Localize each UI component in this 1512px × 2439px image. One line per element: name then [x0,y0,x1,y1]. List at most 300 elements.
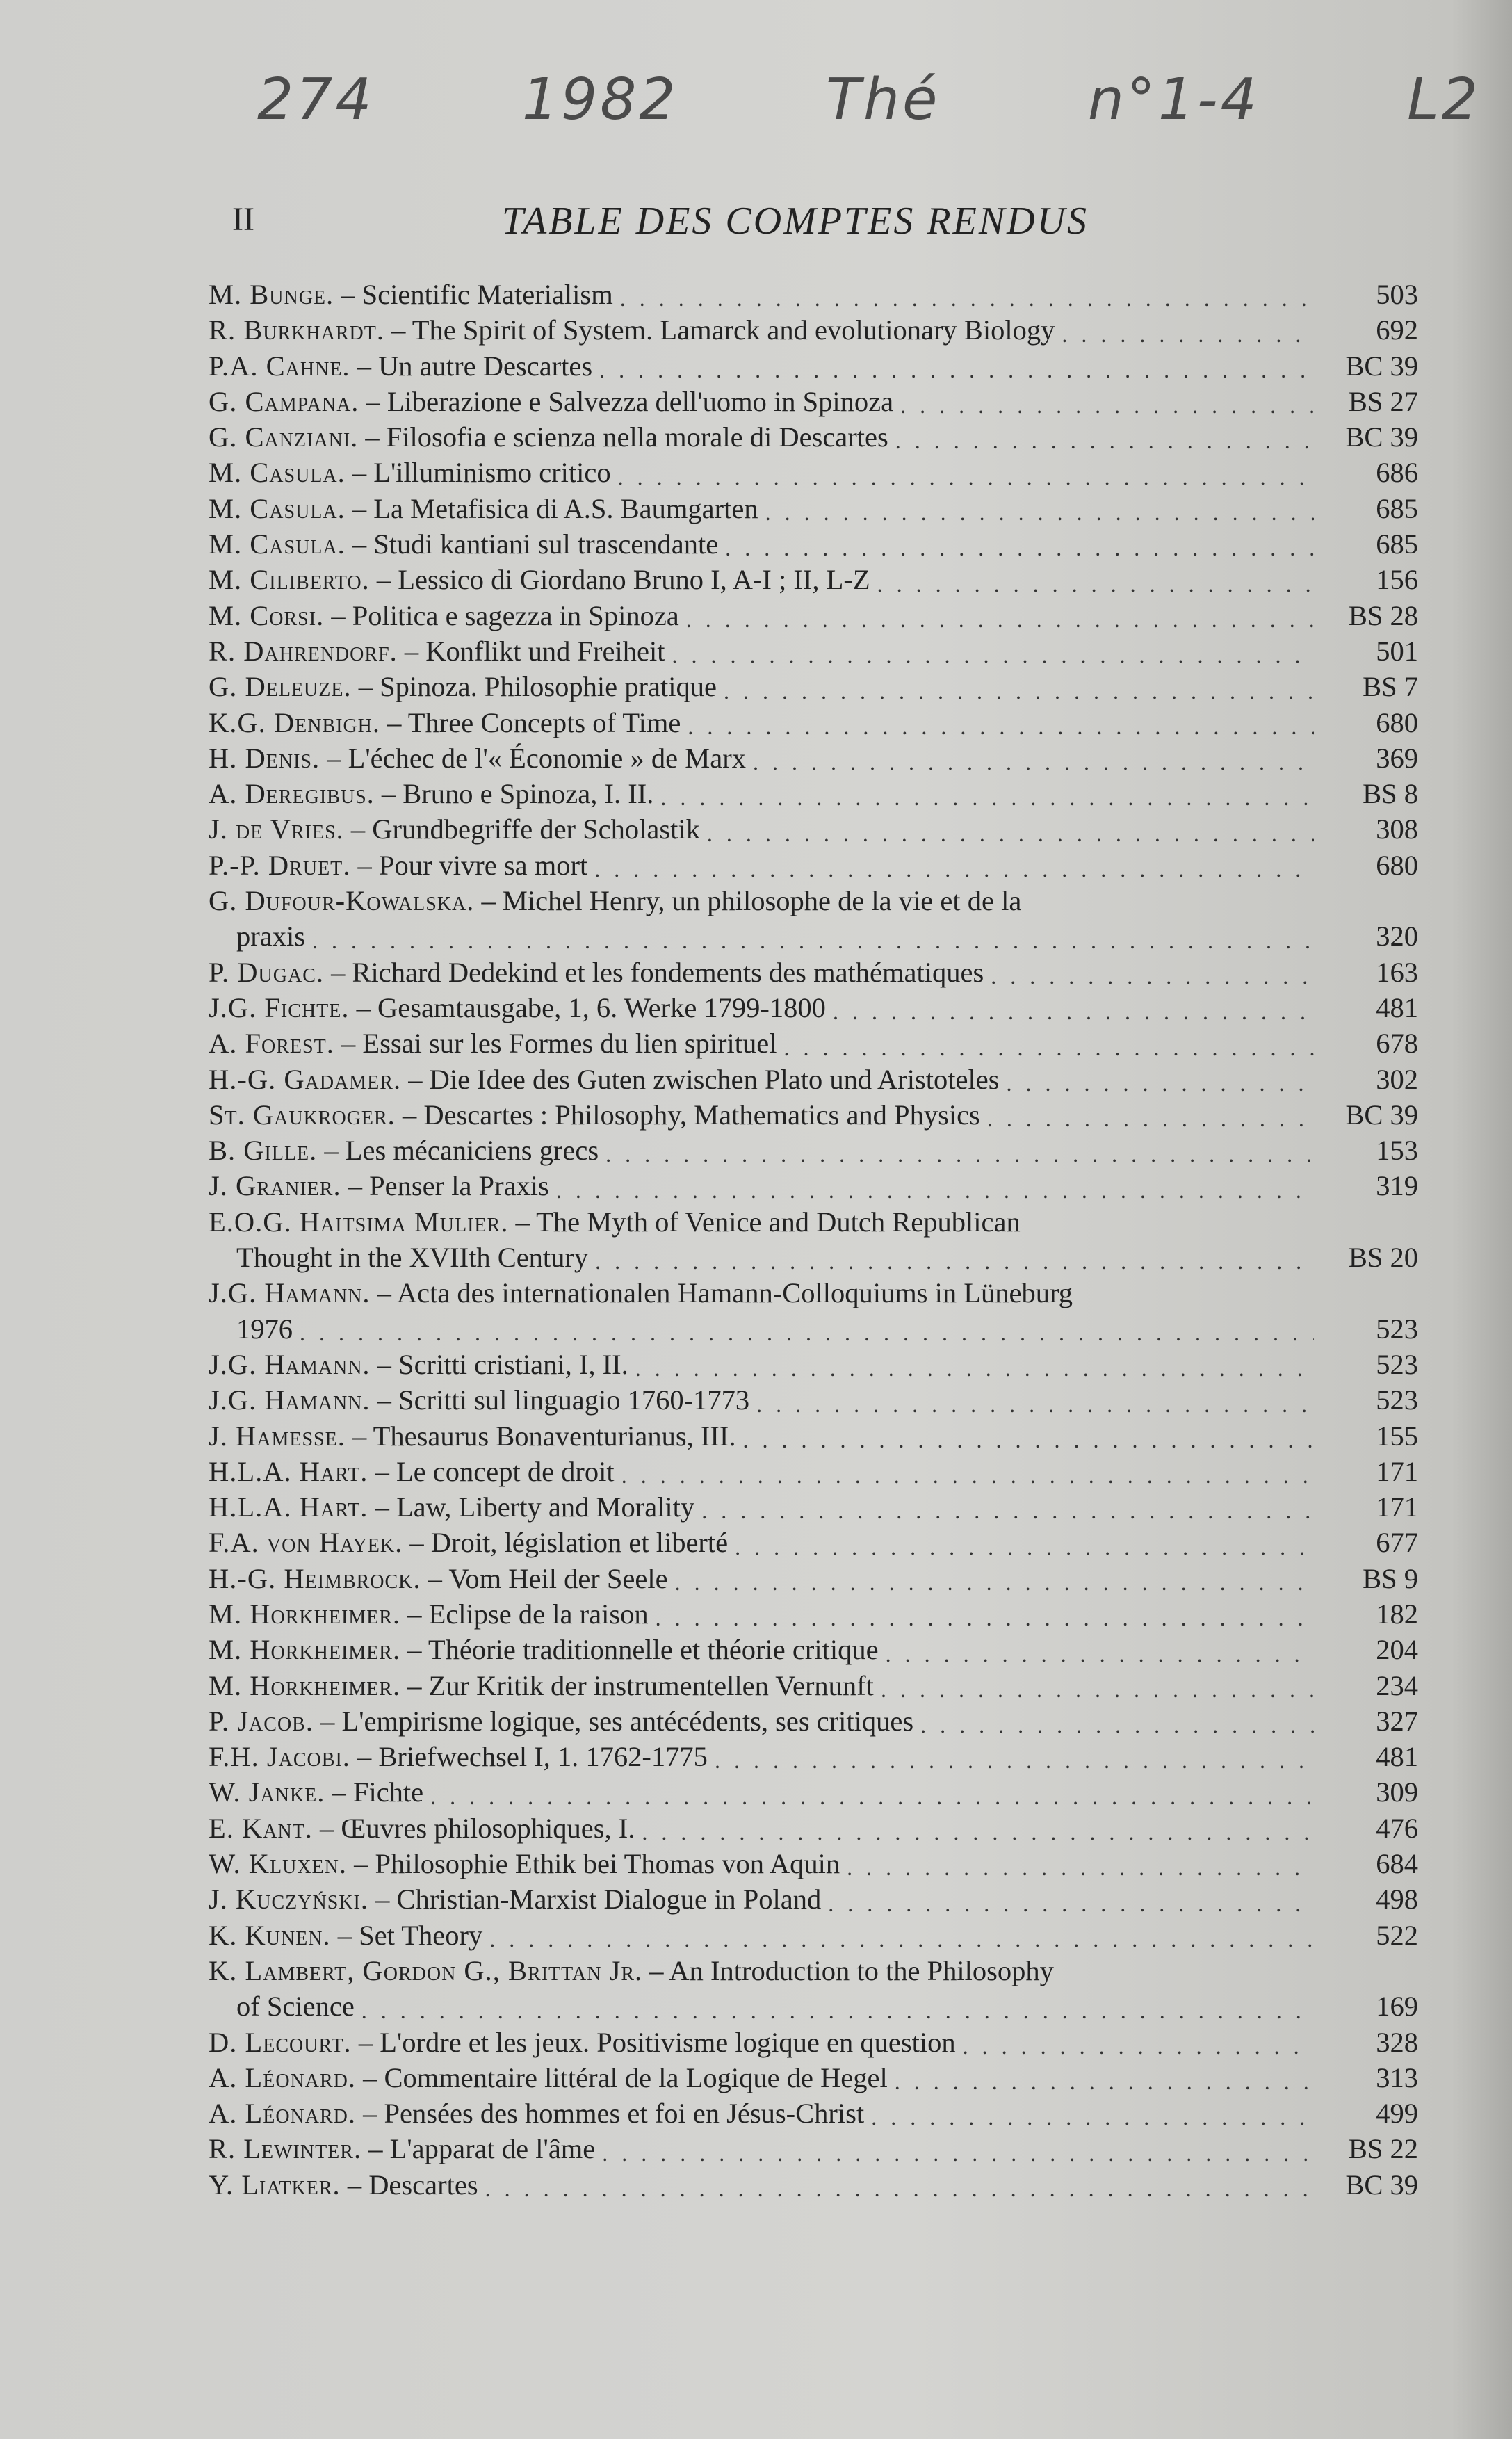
leader-dots [602,2139,1314,2167]
entry-text [209,1062,1000,1097]
index-entry [209,1918,1418,1953]
index-entry [209,1382,1418,1418]
entry-work-continued: of Science [236,1991,355,2023]
entry-page: BS 8 [1363,778,1418,810]
entry-page: 680 [1376,706,1418,738]
entry-work: Les mécaniciens grecs [345,1135,599,1167]
entry-page: 182 [1376,1598,1418,1630]
entry-page: BC 39 [1345,1099,1418,1131]
entry-page: 692 [1376,314,1418,346]
entry-work: Filosofia e scienza nella morale di Descartes [386,421,888,453]
leader-dots [828,1890,1314,1918]
entry-work: Descartes [368,2169,478,2201]
entry-author: P. Jacob. [209,1705,314,1737]
entry-dash: – [334,1028,363,1060]
entry-page: 155 [1376,1420,1418,1452]
leader-dots [765,499,1314,526]
entry-dash: – [358,421,387,453]
entry-page: 499 [1376,2098,1418,2130]
index-entry [209,455,1418,490]
entry-text [209,2060,888,2096]
index-entry [209,2131,1418,2166]
entry-author: Y. Liatker. [209,2169,341,2201]
entry-dash: – [347,1848,375,1880]
leader-dots [1007,1069,1314,1097]
index-entry [209,2060,1418,2096]
leader-dots [489,1925,1314,1953]
entry-page: 204 [1376,1634,1418,1666]
entry-work: Scientific Materialism [361,279,613,310]
entry-page: 498 [1376,1883,1418,1915]
index-entry [209,1133,1418,1168]
entry-work: Thesaurus Bonaventurianus, III. [373,1420,736,1452]
entry-dash: – [642,1954,669,1986]
entry-page: 685 [1376,528,1418,560]
index-entry [209,1418,1418,1454]
entry-dash: – [350,1741,379,1773]
entry-dash: – [320,742,348,774]
entry-text [209,2096,864,2131]
entry-dash: – [368,1455,396,1487]
entry-text [209,1596,649,1632]
index-entry [209,491,1418,526]
entry-text [209,312,1055,348]
entry-dash: – [345,492,374,524]
entry-page: 685 [1376,492,1418,524]
entry-page: 501 [1376,635,1418,667]
entry-work: Penser la Praxis [369,1170,549,1202]
entry-author: G. Deleuze. [209,671,352,703]
annotation-part: 274 [257,66,375,133]
index-entry [209,2096,1418,2131]
entry-work: Le concept de droit [396,1455,615,1487]
entry-dash: – [334,279,362,310]
entry-dash: – [370,1277,397,1309]
entry-author: M. Corsi. [209,599,325,631]
entry-author: A. Léonard. [209,2061,357,2093]
entry-page: 171 [1376,1455,1418,1487]
leader-dots [686,606,1314,633]
index-entry [209,811,1418,847]
entry-page: 684 [1376,1848,1418,1880]
leader-dots [595,1247,1314,1275]
entry-author: H.-G. Gadamer. [209,1063,402,1095]
entry-author: M. Horkheimer. [209,1598,401,1630]
entry-author: H.-G. Heimbrock. [209,1562,421,1594]
entry-text [209,633,665,669]
index-entry [209,1026,1418,1061]
entry-text [209,1097,980,1133]
leader-dots [784,1034,1314,1062]
entry-work: Descartes : Philosophy, Mathematics and Physics [423,1099,980,1131]
entry-page: 503 [1376,279,1418,310]
entry-work: Grundbegriffe der Scholastik [372,813,700,845]
leader-dots [556,1176,1314,1204]
entry-author: J.G. Hamann. [209,1384,371,1416]
leader-dots [871,2103,1314,2131]
index-entry [209,1525,1418,1560]
entry-text [209,384,893,419]
entry-dash: – [380,706,408,738]
index-entry [209,419,1418,455]
entry-first-line [209,1204,1418,1240]
entry-author: M. Casula. [209,492,346,524]
index-entry [209,883,1418,955]
entry-first-line [209,1275,1418,1311]
entry-work: Fichte [352,1776,424,1808]
index-entry [209,740,1418,776]
entry-author: R. Dahrendorf. [209,635,398,667]
entry-text [209,1026,777,1061]
entry-work: Bruno e Spinoza, I. II. [403,778,654,810]
leader-dots [605,1140,1314,1168]
leader-dots [833,998,1314,1026]
entry-page: 327 [1376,1705,1418,1737]
index-entry [209,277,1418,312]
entry-page: 308 [1376,813,1418,845]
entry-work: L'apparat de l'âme [389,2133,596,2165]
entry-author: J.G. Hamann. [209,1348,371,1380]
entry-page: BS 20 [1348,1242,1418,1274]
entry-text [209,1703,913,1739]
entry-author: E. Kant. [209,1812,313,1844]
entry-page: BS 9 [1363,1562,1418,1594]
index-entry [209,1489,1418,1525]
entry-text [209,1454,615,1489]
entry-page: BC 39 [1345,421,1418,453]
entry-work: Commentaire littéral de la Logique de Hegel [384,2061,888,2093]
entry-work: Konflikt und Freiheit [425,635,665,667]
entry-text [209,740,746,776]
leader-dots [895,427,1314,455]
entry-author: D. Lecourt. [209,2026,352,2058]
annotation-part: Thé [825,66,941,133]
entry-text [209,1168,549,1204]
entry-page: 320 [1376,921,1418,953]
leader-dots [312,927,1314,955]
entry-work: Gesamtausgabe, 1, 6. Werke 1799-1800 [377,991,826,1023]
entry-dash: – [400,1634,428,1666]
leader-dots [701,1497,1314,1525]
entry-author: J. de Vries. [209,813,344,845]
index-entry [209,384,1418,419]
leader-dots [743,1426,1315,1454]
entry-work: Philosophie Ethik bei Thomas von Aquin [375,1848,840,1880]
index-entry [209,633,1418,669]
entry-work-continued: Thought in the XVIIth Century [236,1242,589,1274]
leader-dots [635,1354,1314,1382]
leader-dots [991,962,1314,990]
page-folio: II [232,201,254,238]
leader-dots [642,1818,1314,1846]
entry-dash: – [368,1491,396,1523]
entry-text [209,705,681,740]
entry-continuation-line [209,1988,1418,2024]
index-entry [209,776,1418,811]
entry-author: P.-P. Druet. [209,849,351,881]
index-entry [209,1062,1418,1097]
page-header [224,196,1413,252]
entry-dash: – [351,671,380,703]
entry-author: R. Lewinter. [209,2133,362,2165]
index-entry [209,1881,1418,1917]
entry-page: 686 [1376,457,1418,489]
annotation-part: L2 [1407,66,1481,133]
entry-dash: – [350,849,379,881]
entry-dash: – [400,1669,429,1701]
entry-author: F.H. Jacobi. [209,1741,350,1773]
entry-work: Zur Kritik der instrumentellen Vernunft [428,1669,874,1701]
entry-dash: – [356,2061,384,2093]
entry-author: R. Burkhardt. [209,314,384,346]
leader-dots [987,1105,1314,1133]
entry-page: 523 [1376,1313,1418,1345]
entry-text [209,1525,728,1560]
entry-author: H.L.A. Hart. [209,1455,368,1487]
annotation-part: 1982 [521,66,678,133]
entry-dash: – [313,1705,342,1737]
entry-continuation-line [209,1311,1418,1347]
entry-work: Politica e sagezza in Spinoza [352,599,679,631]
index-entry [209,669,1418,704]
entry-dash: – [421,1562,449,1594]
entry-author: W. Kluxen. [209,1848,347,1880]
entry-dash: – [359,385,387,417]
index-entry [209,1632,1418,1667]
entry-dash: – [340,2169,369,2201]
entry-author: W. Janke. [209,1776,325,1808]
entry-work: Die Idee des Guten zwischen Plato und Aristoteles [429,1063,1000,1095]
entry-work: L'ordre et les jeux. Positivisme logique en question [380,2026,956,2058]
entry-text [209,1489,694,1525]
entry-work: Droit, législation et liberté [430,1527,729,1559]
index-entry [209,1561,1418,1596]
entry-dash: – [317,1135,346,1167]
entry-page: BC 39 [1345,350,1418,382]
entry-page: 309 [1376,1776,1418,1808]
index-entry [209,848,1418,883]
entry-author: J. Granier. [209,1170,341,1202]
entry-dash: – [361,2133,390,2165]
leader-dots [877,570,1314,598]
entry-dash: – [508,1206,537,1238]
entry-text [209,1347,628,1382]
entry-work: Un autre Descartes [378,350,593,382]
entry-dash: – [395,1099,424,1131]
entry-work: Michel Henry, un philosophe de la vie et de la [502,885,1022,917]
entry-text [209,1632,879,1667]
entry-text [209,1739,708,1774]
entry-page: BS 27 [1348,385,1418,417]
index-entry [209,1739,1418,1774]
entry-author: H. Denis. [209,742,320,774]
leader-dots [847,1854,1314,1881]
index-entry [209,1204,1418,1276]
entry-dash: – [400,1598,429,1630]
entry-author: M. Ciliberto. [209,564,370,596]
index-entry [209,348,1418,384]
entry-author: G. Dufour-Kowalska. [209,885,475,917]
leader-dots [707,820,1314,848]
entry-continuation-line [209,1240,1418,1275]
entry-dash: – [345,457,374,489]
entry-work: Pensées des hommes et foi en Jésus-Christ [384,2098,865,2130]
entry-dash: – [324,956,352,988]
entry-dash: – [356,2098,384,2130]
index-entry [209,1810,1418,1846]
leader-dots [430,1783,1314,1810]
leader-dots [675,1569,1314,1596]
entry-work: Set Theory [359,1919,483,1951]
entry-work: Richard Dedekind et les fondements des mathématiques [352,956,984,988]
review-index-list [209,277,1418,2203]
entry-dash: – [403,1527,431,1559]
entry-dash: – [351,2026,380,2058]
index-entry [209,526,1418,562]
leader-dots [963,2032,1314,2060]
leader-dots [620,284,1314,312]
entry-page: 163 [1376,956,1418,988]
entry-page: BC 39 [1345,2169,1418,2201]
entry-work: Eclipse de la raison [428,1598,649,1630]
entry-page: BS 28 [1348,599,1418,631]
entry-dash: – [324,599,352,631]
entry-text [209,2131,595,2166]
leader-dots [756,1391,1314,1418]
entry-work: Christian-Marxist Dialogue in Poland [396,1883,822,1915]
entry-page: 171 [1376,1491,1418,1523]
entry-dash: – [312,1812,341,1844]
entry-work: An Introduction to the Philosophy [669,1954,1054,1986]
index-entry [209,1703,1418,1739]
entry-page: 523 [1376,1384,1418,1416]
index-entry [209,1454,1418,1489]
entry-text [209,348,592,384]
entry-dash: – [349,991,377,1023]
entry-text [209,526,718,562]
entry-work: Acta des internationalen Hamann-Colloquiums in Lüneburg [396,1277,1073,1309]
entry-work: La Metafisica di A.S. Baumgarten [373,492,758,524]
entry-page: 677 [1376,1527,1418,1559]
entry-text [209,419,888,455]
entry-work: Studi kantiani sul trascendante [373,528,719,560]
index-entry [209,598,1418,633]
entry-author: B. Gille. [209,1135,318,1167]
entry-dash: – [345,528,374,560]
entry-author: J.G. Fichte. [209,991,350,1023]
entry-page: 476 [1376,1812,1418,1844]
entry-author: G. Canziani. [209,421,359,453]
index-entry [209,1846,1418,1881]
entry-work: L'échec de l'« Économie » de Marx [348,742,746,774]
index-entry [209,2025,1418,2060]
entry-work: The Spirit of System. Lamarck and evolutionary Biology [412,314,1055,346]
entry-work: Vom Heil der Seele [448,1562,668,1594]
entry-dash: – [369,564,398,596]
entry-author: J. Kuczyński. [209,1883,368,1915]
entry-text [209,1918,482,1953]
entry-dash: – [370,1384,399,1416]
entry-author: A. Forest. [209,1028,334,1060]
index-entry [209,705,1418,740]
entry-author: M. Casula. [209,528,346,560]
leader-dots [715,1747,1314,1774]
entry-dash: – [325,1776,353,1808]
index-entry [209,1097,1418,1133]
entry-text [209,1668,874,1703]
entry-page: 169 [1376,1991,1418,2023]
leader-dots [753,748,1314,776]
entry-author: M. Horkheimer. [209,1634,401,1666]
entry-dash: – [397,635,426,667]
entry-author: J.G. Hamann. [209,1277,371,1309]
leader-dots [725,534,1314,562]
entry-work: Scritti cristiani, I, II. [398,1348,628,1380]
entry-author: K.G. Denbigh. [209,706,381,738]
entry-page: 319 [1376,1170,1418,1202]
entry-dash: – [343,813,373,845]
entry-page: 481 [1376,991,1418,1023]
entry-text [209,776,653,811]
entry-author: M. Horkheimer. [209,1669,401,1701]
leader-dots [300,1319,1314,1347]
entry-text [209,455,611,490]
entry-work: Three Concepts of Time [407,706,681,738]
entry-dash: – [374,778,403,810]
entry-author: M. Bunge. [209,279,334,310]
entry-text [209,1561,668,1596]
entry-text [209,990,826,1026]
entry-page: BS 7 [1363,671,1418,703]
entry-page: 369 [1376,742,1418,774]
entry-text [209,491,758,526]
entry-page: 678 [1376,1028,1418,1060]
leader-dots [900,391,1314,419]
index-entry [209,990,1418,1026]
entry-work: Œuvres philosophiques, I. [341,1812,635,1844]
entry-author: G. Campana. [209,385,359,417]
entry-text [209,1810,635,1846]
entry-page: 156 [1376,564,1418,596]
leader-dots [660,784,1314,811]
entry-author: P. Dugac. [209,956,324,988]
leader-dots [881,1676,1314,1703]
entry-text [209,2025,956,2060]
entry-work: Liberazione e Salvezza dell'uomo in Spinoza [387,385,894,417]
entry-work: L'empirisme logique, ses antécédents, ses critiques [341,1705,914,1737]
leader-dots [599,356,1314,384]
entry-dash: – [384,314,412,346]
entry-text [209,669,717,704]
entry-page: 234 [1376,1669,1418,1701]
entry-continuation-line [209,918,1418,954]
entry-text [209,2167,478,2203]
entry-page: 153 [1376,1135,1418,1167]
entry-text [209,811,700,847]
entry-work: Essai sur les Formes du lien spirituel [362,1028,777,1060]
leader-dots [594,855,1314,883]
index-entry [209,1596,1418,1632]
index-entry [209,1347,1418,1382]
entry-dash: – [345,1420,373,1452]
entry-author: A. Léonard. [209,2098,357,2130]
entry-author: J. Hamesse. [209,1420,346,1452]
index-entry [209,1668,1418,1703]
entry-work-continued: praxis [236,921,305,953]
entry-first-line [209,1953,1418,1988]
entry-work: Théorie traditionnelle et théorie critique [428,1634,879,1666]
entry-work: L'illuminismo critico [373,457,611,489]
